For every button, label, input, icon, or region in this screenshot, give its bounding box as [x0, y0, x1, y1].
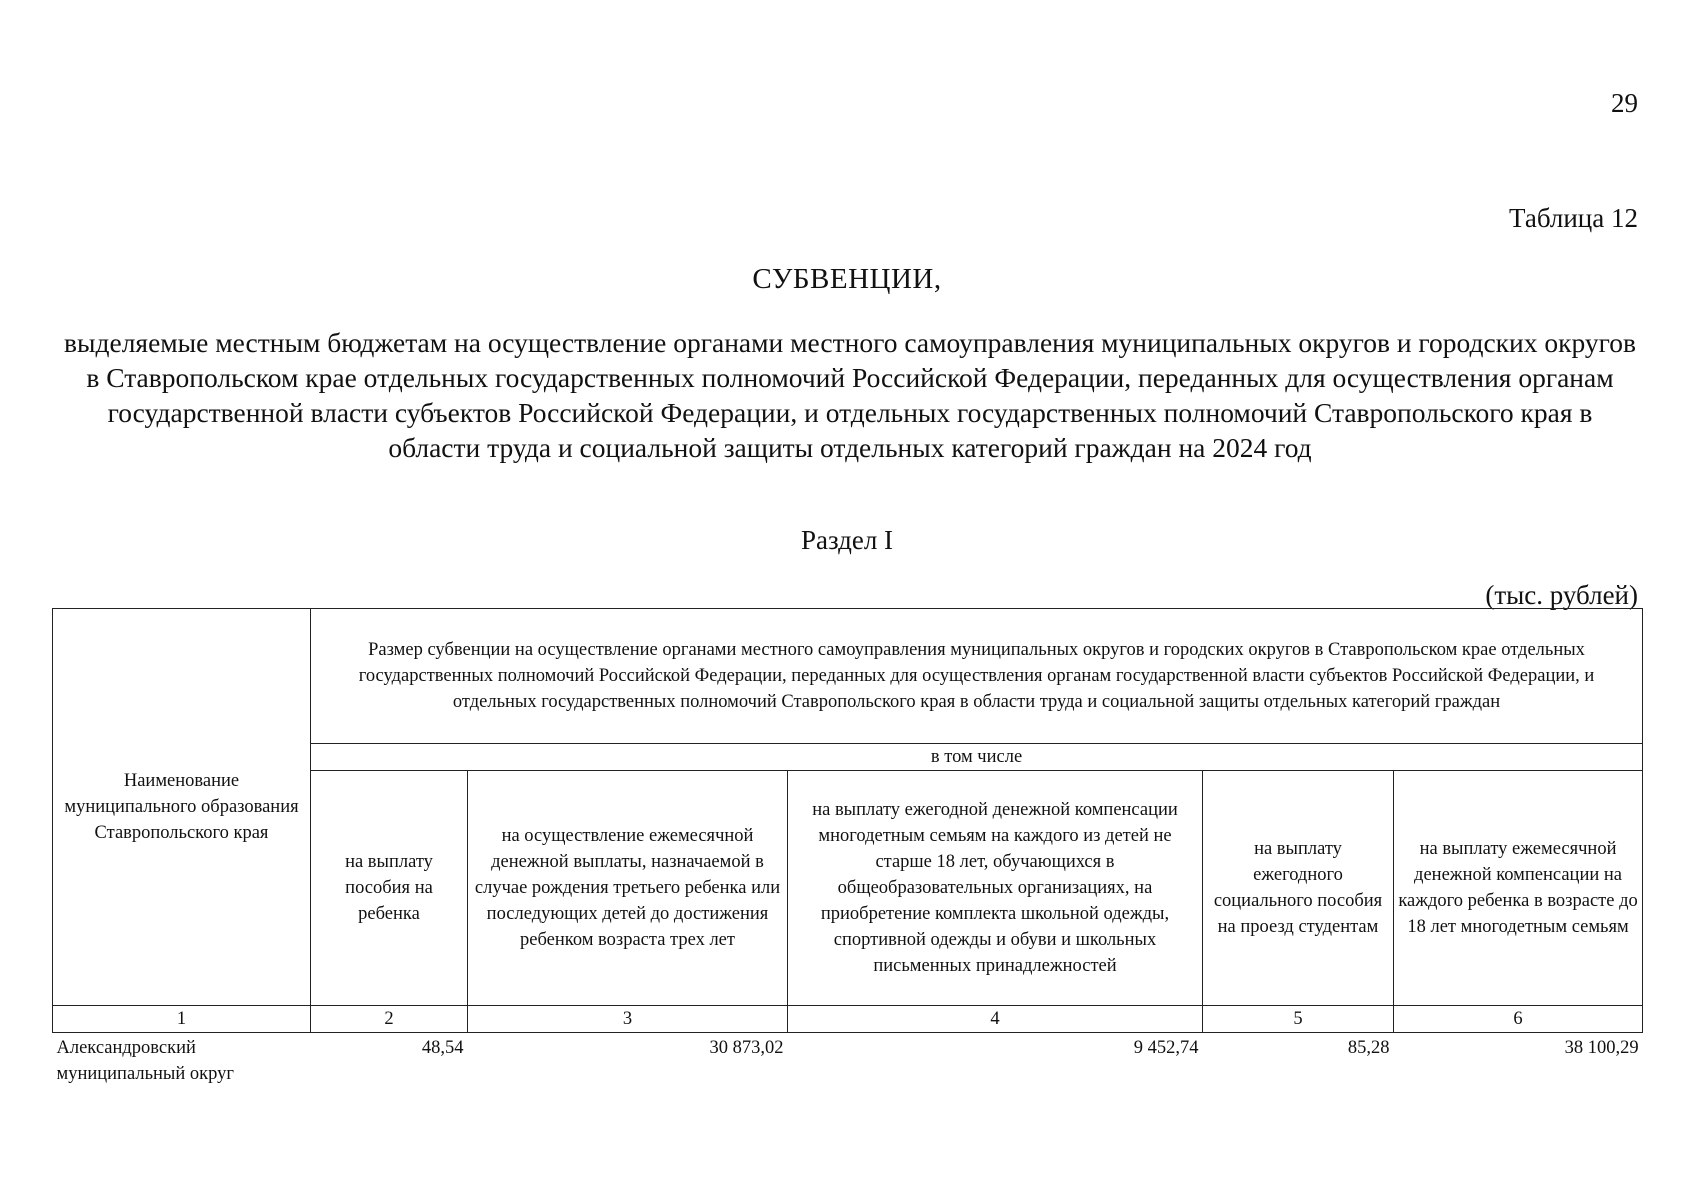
municipality-name: Александровский муниципальный округ	[56, 1038, 234, 1084]
units-label: (тыс. рублей)	[1485, 580, 1638, 610]
column-number: 5	[1203, 1006, 1394, 1033]
subsidies-table	[52, 608, 1643, 1089]
column-number: 2	[311, 1006, 468, 1033]
column-number: 4	[788, 1006, 1203, 1033]
column-header-third-child-payment: на осуществление ежемесячной денежной выплаты, назначаемой в случае рождения третьего ребенка или последующих детей до достижения ребенком возраста трех лет	[468, 771, 788, 1006]
document-subtitle: выделяемые местным бюджетам на осуществление органами местного самоуправления муниципальных округов и городских округов в Ставропольском крае отдельных государственных полномочий Российской Федерации, переданных для осуществления органам государственной власти субъектов Российской Федерации, и отдельных государственных полномочий Ставропольского края в области труда и социальной защиты отдельных категорий граждан на 2024 год	[64, 327, 1636, 463]
municipality-name-header: Наименование муниципального образования Ставропольского края	[53, 609, 311, 1006]
document-title: СУБВЕНЦИИ,	[752, 263, 942, 295]
including-header: в том числе	[311, 744, 1643, 771]
column-header-large-family-compensation: на выплату ежемесячной денежной компенсации на каждого ребенка в возрасте до 18 лет многодетным семьям	[1394, 771, 1643, 1006]
subsidy-size-header: Размер субвенции на осуществление органами местного самоуправления муниципальных округов и городских округов в Ставропольском крае отдельных государственных полномочий Российской Федерации, переданных для осуществления органам государственной власти субъектов Российской Федерации, и отдельных государственных полномочий Ставропольского края в области труда и социальной защиты отдельных категорий граждан	[311, 609, 1643, 744]
value-cell: 30 873,02	[709, 1038, 784, 1058]
value-cell: 48,54	[421, 1038, 464, 1058]
column-header-child-allowance: на выплату пособия на ребенка	[311, 771, 468, 1006]
column-header-student-travel-allowance: на выплату ежегодного социального пособия на проезд студентам	[1203, 771, 1394, 1006]
page-number: 29	[1611, 88, 1638, 118]
column-header-school-clothing-compensation: на выплату ежегодной денежной компенсации многодетным семьям на каждого из детей не старше 18 лет, обучающихся в общеобразовательных организациях, на приобретение комплекта школьной одежды, спортивной одежды и обуви и школьных письменных принадлежностей	[788, 771, 1203, 1006]
column-number: 6	[1394, 1006, 1643, 1033]
column-number: 3	[468, 1006, 788, 1033]
column-number: 1	[53, 1006, 311, 1033]
value-cell: 85,28	[1347, 1038, 1390, 1058]
table-row	[53, 1033, 1643, 1090]
section-title: Раздел I	[800, 525, 894, 555]
table-label: Таблица 12	[1509, 203, 1638, 233]
value-cell: 38 100,29	[1564, 1038, 1639, 1058]
value-cell: 9 452,74	[1133, 1038, 1199, 1058]
